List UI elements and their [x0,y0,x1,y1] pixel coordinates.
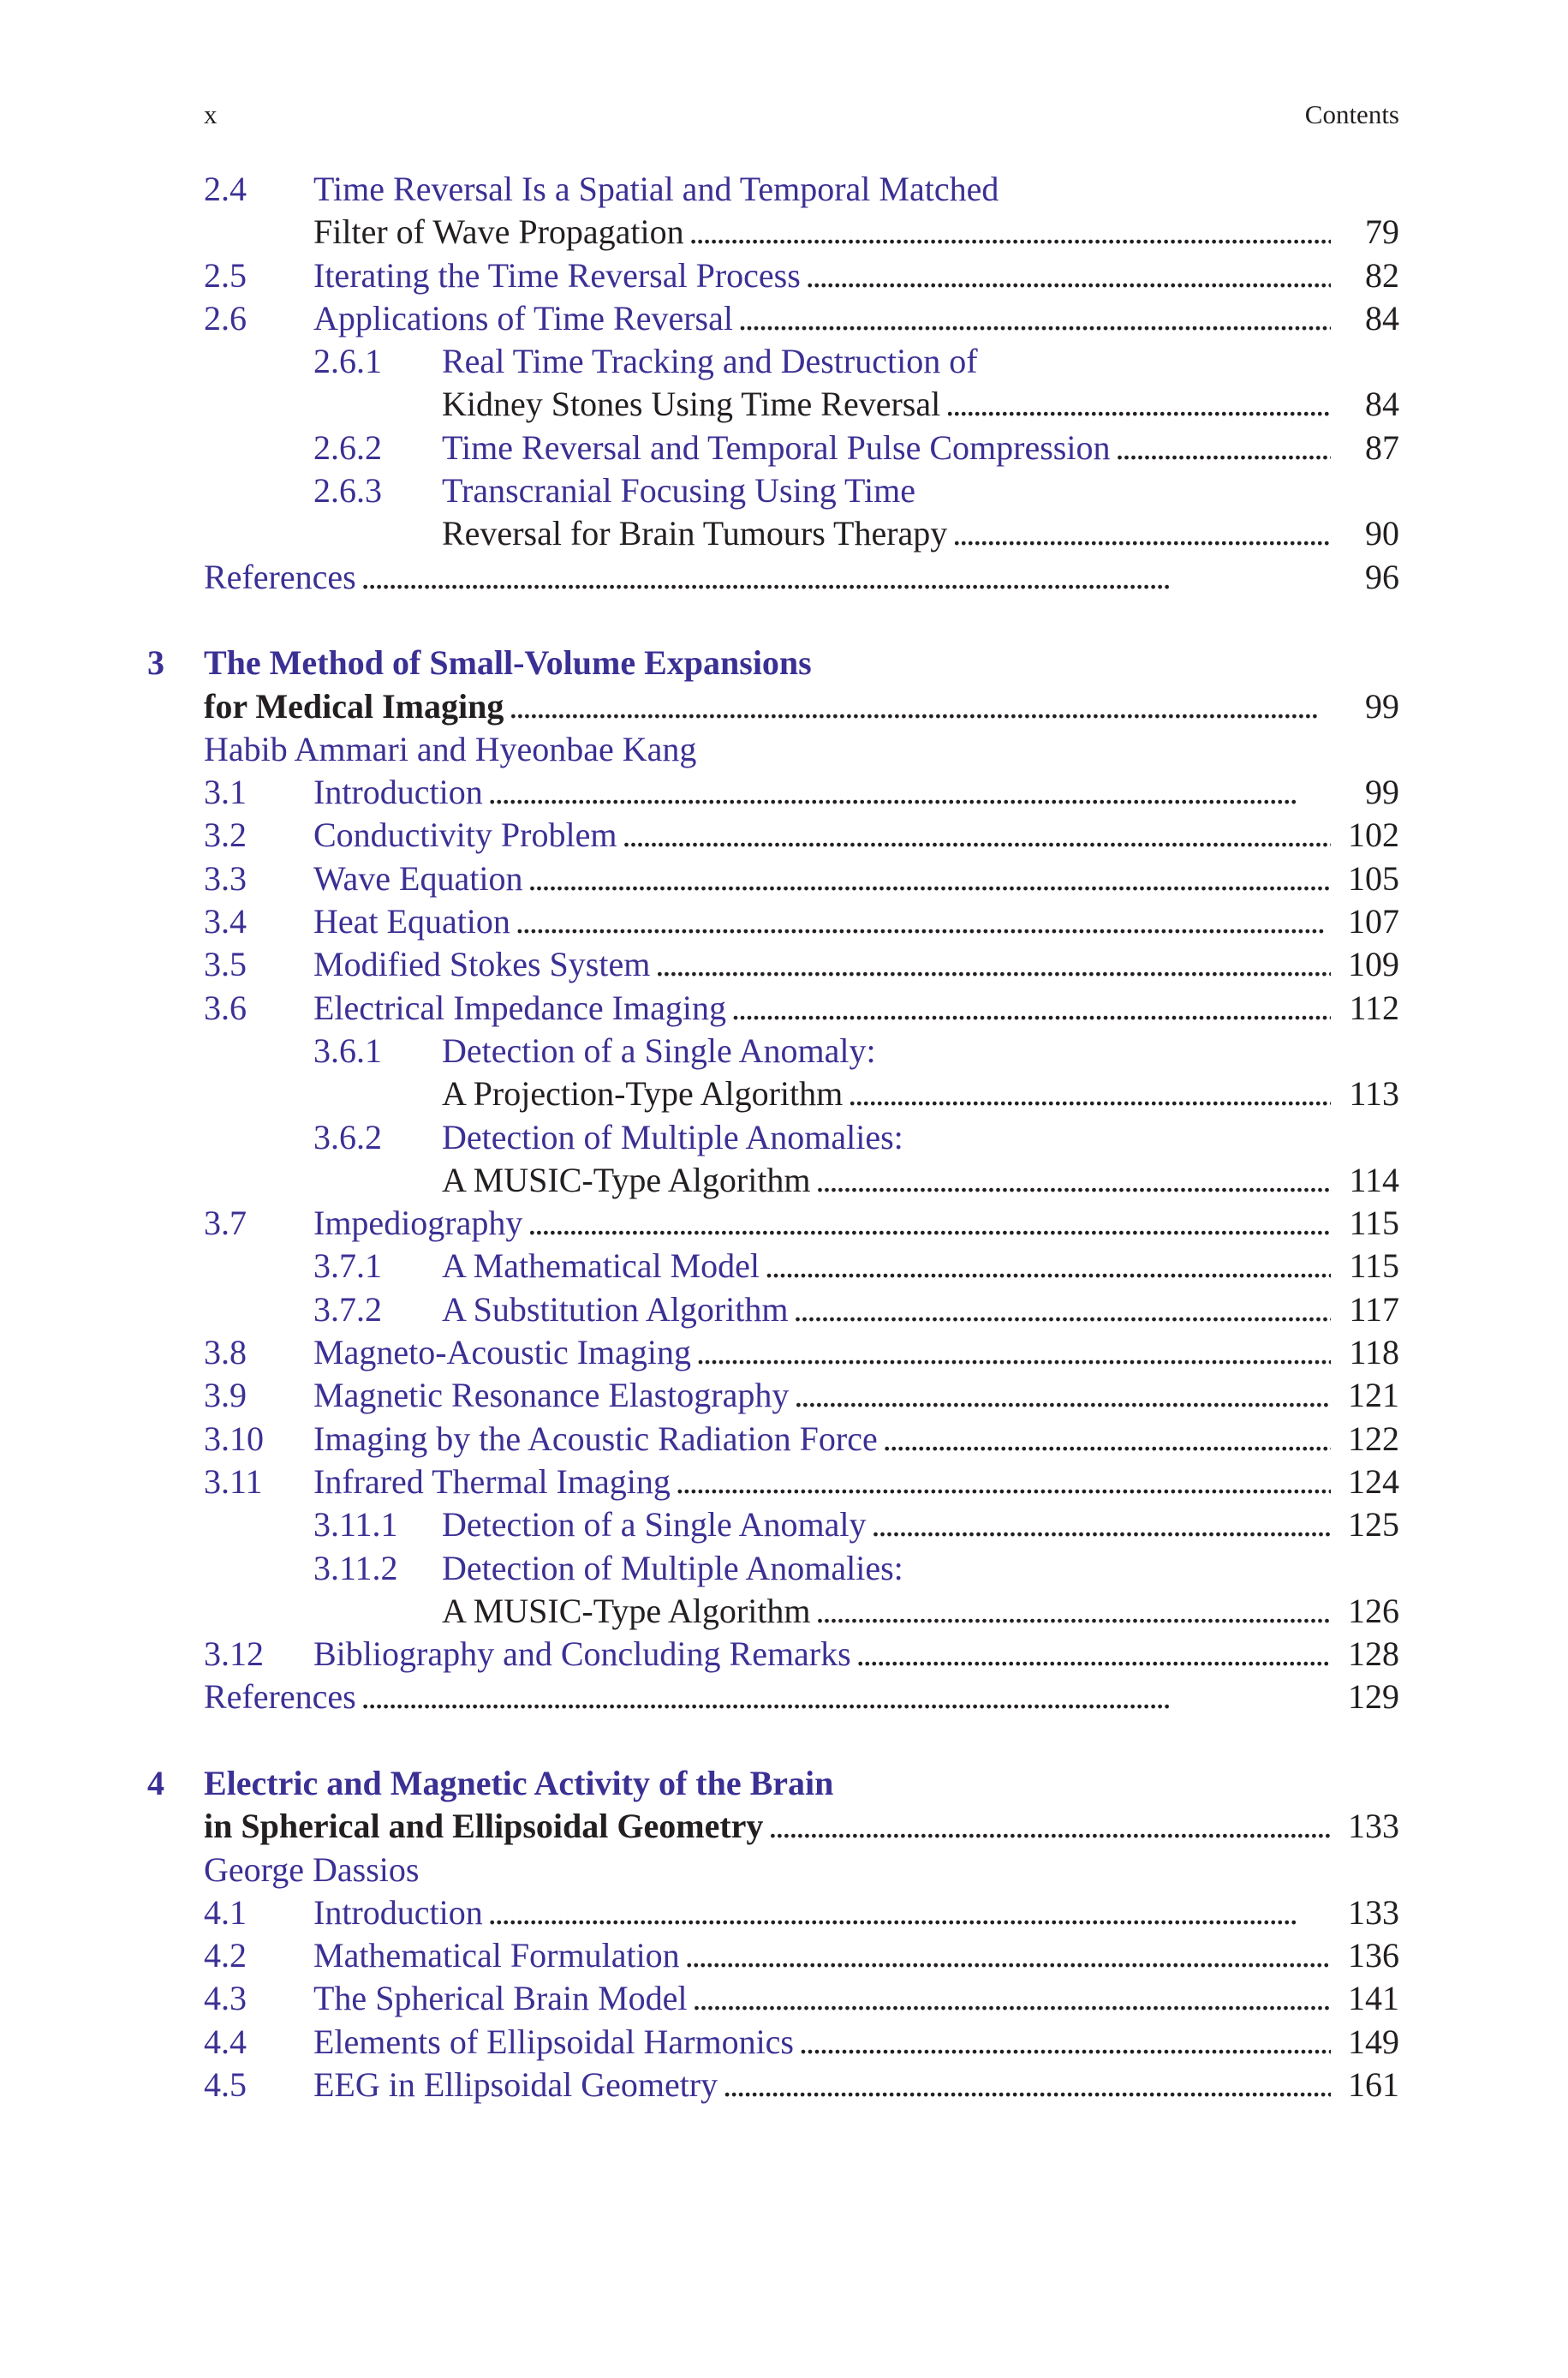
entry-row [313,943,1399,986]
toc-entry[interactable] [204,1503,1399,1546]
page-number: 84 [1365,298,1399,338]
entry-title[interactable]: Heat Equation [313,902,510,941]
page-number: 133 [1348,1892,1399,1932]
toc-entry[interactable] [204,1633,1399,1676]
page-number: 161 [1348,2065,1399,2105]
entry-row [204,685,1399,728]
page-number: 90 [1365,514,1399,553]
leader-dots [851,1633,1331,1676]
leader-dots [794,2021,1331,2064]
entry-title[interactable]: The Spherical Brain Model [313,1979,688,2018]
entry-title[interactable]: Electrical Impedance Imaging [313,988,726,1027]
leader-dots [684,211,1331,254]
entry-row [442,1288,1399,1331]
chapter-title[interactable]: Electric and Magnetic Activity of the Brain [204,1763,834,1802]
toc-entry[interactable] [204,771,1399,814]
entry-number[interactable]: 4.5 [204,2065,247,2105]
entry-row [204,642,1399,684]
entry-row [442,383,1399,426]
entry-title[interactable]: Iterating the Time Reversal Process [313,255,801,295]
entry-row [313,987,1399,1030]
entry-row [442,340,1399,383]
leader-dots [866,1503,1331,1546]
author-names[interactable]: Habib Ammari and Hyeonbae Kang [204,729,697,768]
leader-dots [688,1977,1331,2020]
spacer [204,1719,1399,1762]
page-number: 87 [1365,427,1399,467]
leader-dots [763,1805,1331,1848]
entry-number[interactable]: 3.4 [204,902,247,941]
entry-number[interactable]: 3.11.2 [313,1548,398,1587]
entry-row [442,1245,1399,1288]
leader-dots [522,1202,1331,1245]
chapter-authors [204,1849,1399,1891]
toc-entry-continued [204,1072,1399,1115]
entry-title[interactable]: Introduction [313,773,483,812]
page-number: 118 [1349,1333,1399,1372]
toc-entry[interactable] [204,340,1399,383]
chapter-heading-cont-3 [204,685,1399,728]
page-number: 126 [1348,1591,1399,1630]
leader-dots [811,1159,1331,1202]
entry-row [313,814,1399,857]
page-number: 84 [1365,385,1399,424]
entry-title[interactable]: Modified Stokes System [313,945,651,984]
entry-title[interactable]: EEG in Ellipsoidal Geometry [313,2065,718,2105]
page-number: 102 [1348,816,1399,855]
leader-dots [356,1676,1331,1718]
toc-entry[interactable] [204,297,1399,340]
chapter-heading-cont-4 [204,1805,1399,1848]
chapter-title-continued: for Medical Imaging [204,686,504,726]
page-number: 96 [1365,557,1399,596]
toc-entry-continued [204,1159,1399,1202]
entry-row [313,1891,1399,1934]
entry-title-continued: Kidney Stones Using Time Reversal [442,385,941,424]
entry-title[interactable]: A Substitution Algorithm [442,1289,789,1329]
entry-title[interactable]: A Mathematical Model [442,1246,760,1286]
entry-row [313,857,1399,900]
entry-row [313,297,1399,340]
toc-entry[interactable] [204,987,1399,1030]
page-number: 99 [1365,686,1399,726]
entry-number[interactable]: 2.4 [204,170,247,208]
entry-title-continued: A MUSIC-Type Algorithm [442,1160,811,1199]
page-number: 109 [1348,945,1399,984]
entry-number[interactable]: 3 [147,643,164,683]
toc-entry[interactable] [204,1676,1399,1718]
entry-row [204,556,1399,599]
entry-row [442,512,1399,555]
entry-row [442,469,1399,512]
page-number: 99 [1365,773,1399,812]
leader-dots [691,1331,1331,1374]
toc-entry[interactable] [204,1374,1399,1417]
entry-title-continued: A Projection-Type Algorithm [442,1074,844,1114]
entry-row [442,1030,1399,1072]
leader-dots [733,297,1331,340]
entry-row [313,900,1399,943]
entry-number[interactable]: 2.6.2 [313,427,382,467]
toc-entry-continued [204,383,1399,426]
entry-row [313,1977,1399,2020]
page-number: 117 [1349,1289,1399,1329]
leader-dots [811,1590,1331,1633]
page-number: 82 [1365,255,1399,295]
entry-row [313,1633,1399,1676]
page-number: x [204,99,218,129]
entry-title[interactable]: Magneto-Acoustic Imaging [313,1333,691,1372]
entry-row [313,1331,1399,1374]
page-number: 125 [1348,1505,1399,1545]
entry-number[interactable]: 3.8 [204,1333,247,1372]
page-number: 115 [1349,1204,1399,1243]
leader-dots [947,512,1331,555]
toc-entry[interactable] [204,1202,1399,1245]
toc-entry[interactable] [204,1418,1399,1461]
entry-row [313,168,1399,211]
entry-title[interactable]: Detection of a Single Anomaly: [442,1031,876,1070]
entry-title[interactable]: Detection of a Single Anomaly [442,1505,867,1545]
entry-number[interactable]: 3.7.1 [313,1246,382,1286]
leader-dots [843,1072,1331,1115]
entry-row [442,1116,1399,1159]
toc-entry[interactable] [204,943,1399,986]
entry-title[interactable]: Bibliography and Concluding Remarks [313,1634,851,1674]
leader-dots [483,1891,1331,1934]
page-number: 115 [1349,1246,1399,1286]
entry-title[interactable]: Imaging by the Acoustic Radiation Force [313,1419,878,1458]
entry-title-continued: Filter of Wave Propagation [313,212,684,252]
toc-entry[interactable] [204,168,1399,211]
page-number: 128 [1348,1634,1399,1674]
page-number: 141 [1348,1979,1399,2018]
leader-dots [789,1374,1331,1417]
toc-entry-continued [204,512,1399,555]
leader-dots [801,254,1331,297]
toc-entry[interactable] [204,1891,1399,1934]
toc-entry[interactable] [204,1116,1399,1159]
toc-entry[interactable] [204,427,1399,469]
entry-row [204,1762,1399,1805]
page-number: 114 [1349,1160,1399,1199]
page-header [204,99,1399,134]
chapter-title-continued: in Spherical and Ellipsoidal Geometry [204,1807,764,1846]
toc-entry[interactable] [204,1934,1399,1977]
entry-number[interactable]: 3.6.2 [313,1117,382,1156]
entry-row [313,771,1399,814]
toc-entry[interactable] [204,857,1399,900]
leader-dots [510,900,1331,943]
entry-title[interactable]: Time Reversal Is a Spatial and Temporal Matched [313,170,999,208]
toc-entry[interactable] [204,1461,1399,1503]
entry-number[interactable]: 3.1 [204,773,247,812]
entry-number[interactable]: 4.1 [204,1892,247,1932]
page-number: 133 [1348,1807,1399,1846]
entry-title[interactable]: Impediography [313,1204,523,1243]
entry-row [442,1159,1399,1202]
entry-title[interactable]: Elements of Ellipsoidal Harmonics [313,2022,794,2061]
leader-dots [789,1288,1331,1331]
entry-number[interactable]: 3.6 [204,988,247,1027]
page-number: 136 [1348,1936,1399,1975]
leader-dots [1110,427,1331,469]
entry-row [204,1676,1399,1718]
entry-number[interactable]: 4 [147,1763,164,1802]
leader-dots [522,857,1331,900]
author-names[interactable]: George Dassios [204,1849,420,1889]
entry-title[interactable]: Time Reversal and Temporal Pulse Compression [442,427,1111,467]
toc-entry[interactable] [204,2021,1399,2064]
entry-number[interactable]: 3.7.2 [313,1289,382,1329]
entry-number[interactable]: 3.5 [204,945,247,984]
entry-number[interactable]: 3.11.1 [313,1505,398,1545]
entry-title[interactable]: References [204,557,356,596]
running-title: Contents [1304,99,1399,129]
toc-entry[interactable] [204,900,1399,943]
entry-number[interactable]: 3.11 [204,1461,263,1501]
entry-row [442,427,1399,469]
leader-dots [356,556,1331,599]
leader-dots [760,1245,1331,1288]
entry-number[interactable]: 2.6.1 [313,342,382,381]
toc-entry[interactable] [204,1547,1399,1590]
toc-entry[interactable] [204,2064,1399,2106]
entry-title[interactable]: Mathematical Formulation [313,1936,680,1975]
entry-row [442,1503,1399,1546]
page-number: 105 [1348,858,1399,898]
leader-dots [680,1934,1331,1977]
leader-dots [504,685,1331,728]
toc-entry[interactable] [204,814,1399,857]
toc-entry-continued [204,1590,1399,1633]
page-number: 107 [1348,902,1399,941]
entry-number[interactable]: 3.3 [204,858,247,898]
entry-title[interactable]: Applications of Time Reversal [313,298,733,338]
entry-title[interactable]: Wave Equation [313,858,523,898]
entry-number[interactable]: 4.2 [204,1936,247,1975]
entry-row [313,211,1399,254]
leader-dots [878,1418,1331,1461]
leader-dots [671,1461,1331,1503]
spacer [204,599,1399,642]
table-of-contents [147,168,1399,2106]
chapter-title[interactable]: The Method of Small-Volume Expansions [204,643,812,683]
page-number: 79 [1365,212,1399,252]
page-number: 112 [1349,988,1399,1027]
leader-dots [483,771,1331,814]
leader-dots [718,2064,1331,2106]
entry-number[interactable]: 3.7 [204,1204,247,1243]
entry-row [313,1374,1399,1417]
entry-number[interactable]: 2.6 [204,298,247,338]
page-number: 113 [1349,1074,1399,1114]
entry-row [313,1202,1399,1245]
entry-title-continued: A MUSIC-Type Algorithm [442,1591,811,1630]
entry-number[interactable]: 3.9 [204,1376,247,1415]
entry-title[interactable]: Detection of Multiple Anomalies: [442,1548,903,1587]
entry-title[interactable]: Magnetic Resonance Elastography [313,1376,790,1415]
entry-title[interactable]: References [204,1677,356,1717]
chapter-heading-3[interactable] [147,642,1399,684]
entry-row [204,1805,1399,1848]
toc-entry[interactable] [204,1288,1399,1331]
entry-row [313,1934,1399,1977]
leader-dots [940,383,1331,426]
toc-entry[interactable] [204,1245,1399,1288]
entry-row [442,1547,1399,1590]
toc-entry[interactable] [204,469,1399,512]
toc-entry[interactable] [204,1977,1399,2020]
toc-entry[interactable] [204,254,1399,297]
entry-row [313,254,1399,297]
entry-row [313,2064,1399,2106]
page-number: 129 [1348,1677,1399,1717]
entry-title[interactable]: Conductivity Problem [313,816,617,855]
page-number: 122 [1348,1419,1399,1458]
entry-title[interactable]: Introduction [313,1892,483,1932]
entry-number[interactable]: 3.12 [204,1634,264,1674]
toc-entry[interactable] [204,1030,1399,1072]
entry-row [442,1072,1399,1115]
toc-entry[interactable] [204,1331,1399,1374]
leader-dots [650,943,1331,986]
entry-number[interactable]: 2.5 [204,255,247,295]
leader-dots [726,987,1331,1030]
entry-number[interactable]: 3.6.1 [313,1031,382,1070]
entry-row [313,1461,1399,1503]
page-number: 124 [1348,1461,1399,1501]
entry-row [313,2021,1399,2064]
entry-number[interactable]: 3.10 [204,1419,264,1458]
entry-title[interactable]: Transcranial Focusing Using Time [442,471,916,511]
entry-number[interactable]: 4.4 [204,2022,247,2061]
entry-row [442,1590,1399,1633]
entry-number[interactable]: 3.2 [204,816,247,855]
entry-title[interactable]: Real Time Tracking and Destruction of [442,342,978,381]
toc-entry[interactable] [204,556,1399,599]
entry-number[interactable]: 4.3 [204,1979,247,2018]
entry-row [313,1418,1399,1461]
page-number: 149 [1348,2022,1399,2061]
entry-title[interactable]: Detection of Multiple Anomalies: [442,1117,903,1156]
entry-title-continued: Reversal for Brain Tumours Therapy [442,514,948,553]
toc-entry-continued [204,211,1399,254]
entry-title[interactable]: Infrared Thermal Imaging [313,1461,671,1501]
chapter-heading-4[interactable] [147,1762,1399,1805]
chapter-authors [204,728,1399,771]
leader-dots [617,814,1331,857]
page-number: 121 [1348,1376,1399,1415]
entry-number[interactable]: 2.6.3 [313,471,382,511]
